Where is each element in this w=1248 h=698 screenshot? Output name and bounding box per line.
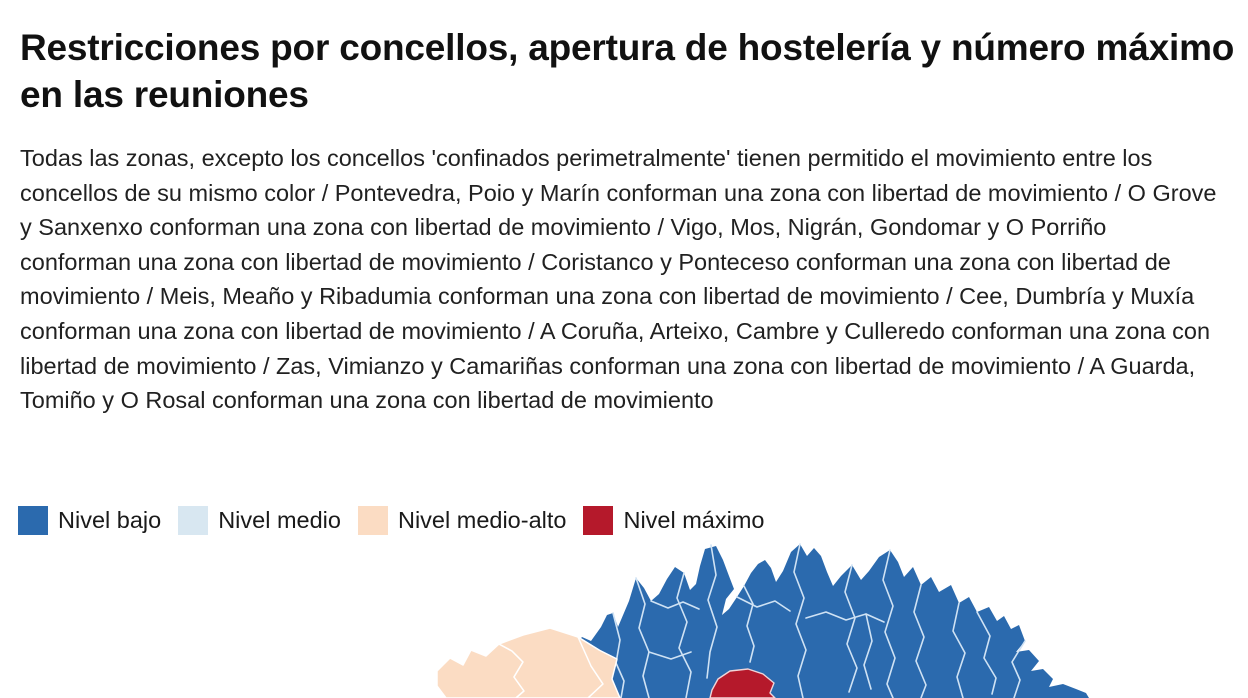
- nivel-medio-swatch-icon: [178, 506, 208, 535]
- description-text: Todas las zonas, excepto los concellos 'confinados perimetralmente' tienen permitido el movimiento entre los concellos de su mismo color / Pontevedra, Poio y Marín conforman una zona con libertad de movimiento / O Grove y Sanxenxo conforman una zona con libertad de movimiento / Vigo, Mos, Nigrán, Gondomar y O Porriño conforman una zona con libertad de movimiento / Coristanco y Ponteceso conforman una zona con libertad de movimiento / Meis, Meaño y Ribadumia conforman una zona con libertad de movimiento / Cee, Dumbría y Muxía conforman una zona con libertad de movimiento / A Coruña, Arteixo, Cambre y Culleredo conforman una zona con libertad de movimiento / Zas, Vimianzo y Camariñas conforman una zona con libertad de movimiento / A Guarda, Tomiño y O Rosal conforman una zona con libertad de movimiento: [20, 145, 1217, 414]
- legend-label-nivel-maximo: Nivel máximo: [623, 507, 765, 533]
- legend: [18, 506, 765, 535]
- map-region-nivel-bajo: [547, 544, 1089, 698]
- page-title: Restricciones por concellos, apertura de hostelería y número máximo en las reuniones: [20, 27, 1235, 115]
- nivel-bajo-swatch-icon: [18, 506, 48, 535]
- nivel-medio-alto-swatch-icon: [358, 506, 388, 535]
- legend-item-nivel-medio: [178, 506, 341, 535]
- legend-item-nivel-medio-alto: [358, 506, 566, 535]
- legend-label-nivel-medio: Nivel medio: [218, 507, 341, 533]
- choropleth-map: [430, 538, 1248, 698]
- concello-shape: [437, 644, 524, 698]
- legend-label-nivel-medio-alto: Nivel medio-alto: [397, 507, 567, 533]
- map-region-nivel-medio-alto: [437, 628, 620, 698]
- nivel-maximo-swatch-icon: [583, 506, 613, 535]
- legend-item-nivel-bajo: [18, 506, 161, 535]
- legend-item-nivel-maximo: [583, 506, 764, 535]
- legend-label-nivel-bajo: Nivel bajo: [58, 507, 162, 533]
- landmass-shape: [547, 544, 1089, 698]
